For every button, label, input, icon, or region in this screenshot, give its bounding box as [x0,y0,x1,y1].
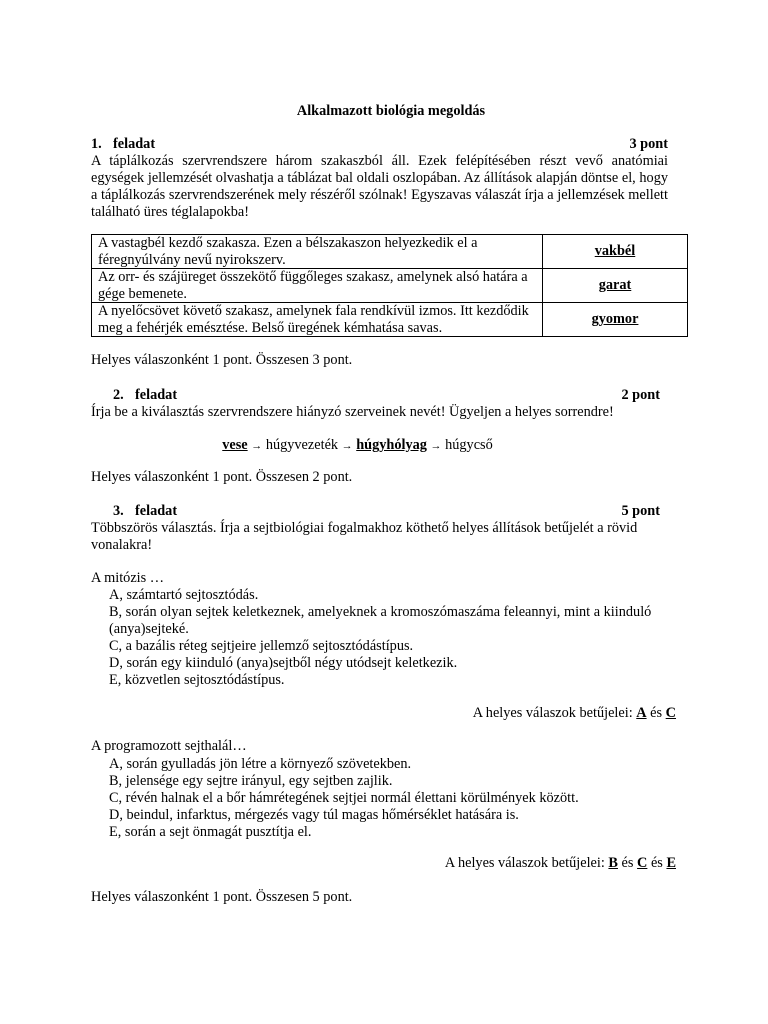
task1-label: feladat [113,136,156,152]
answer-prefix: A helyes válaszok betűjelei: [472,705,633,721]
arrow-right-icon: → [430,440,442,452]
table-cell-answer: garat [543,269,688,303]
answer-letter: C [637,855,648,871]
task1-table [91,234,688,337]
table-cell-description: Az orr- és szájüreget összekötő függőleges szakasz, amelynek alsó határa a gége bemenete. [92,269,543,303]
question2-options [109,756,669,841]
question2-stem: A programozott sejthalál… [91,738,247,754]
question2-answers [91,854,676,872]
option-e: E, közvetlen sejtosztódástípus. [109,672,285,688]
task3-scoring: Helyes válaszonként 1 pont. Összesen 5 pont. [91,889,353,905]
answer-letter: B [608,855,618,871]
task3-number: 3. [113,503,124,519]
question1-answers [91,704,676,722]
table-row [92,235,688,269]
task1-heading [91,135,668,153]
task2-sequence [69,436,646,455]
task3-intro: Többszörös választás. Írja a sejtbiológiai fogalmakhoz köthető helyes állítások betűjelét a rövid vonalakra! [91,520,638,553]
answer-prefix: A helyes válaszok betűjelei: [444,855,605,871]
option-c: C, révén halnak el a bőr hámrétegének sejtjei normál élettani körülmények között. [109,790,579,806]
task3-heading [113,502,660,520]
option-a: A, során gyulladás jön létre a környező szövetekben. [109,756,412,772]
option-d: D, beindul, infarktus, mérgezés vagy túl magas hőmérséklet hatására is. [109,807,519,823]
task1-points: 3 pont [629,136,668,152]
task2-points: 2 pont [621,387,660,403]
table-cell-description: A vastagbél kezdő szakasza. Ezen a bélszakaszon helyezkedik el a féregnyúlvány nevű nyirokszerv. [92,235,543,269]
sequence-item-kidney: vese [222,437,248,453]
task2-label: feladat [135,387,178,403]
answer-conjunction: és [650,855,663,871]
task3-label: feladat [135,503,178,519]
question1-options [109,587,669,689]
answer-letter: C [665,705,676,721]
task1-intro: A táplálkozás szervrendszere három szakaszból áll. Ezek felépítésében részt vevő anatómiai egységek jellemzését olvashatja a táblázat bal oldali oszlopában. Az állítások alapján döntse el, hogy a táplálkozás szervrendszerének mely részéről szólnak! Egyszavas válaszát írja a jellemzések mellett található üres téglalapokba! [91,153,668,220]
answer-conjunction: és [621,855,634,871]
task3-points: 5 pont [621,503,660,519]
table-cell-answer: vakbél [543,235,688,269]
task2-number: 2. [113,387,124,403]
option-b: B, jelensége egy sejtre irányul, egy sejtben zajlik. [109,773,393,789]
task2-intro: Írja be a kiválasztás szervrendszere hiányzó szerveinek nevét! Ügyeljen a helyes sorrendre! [91,404,614,420]
answer-letter: A [636,705,647,721]
answer-conjunction: és [650,705,663,721]
table-cell-description: A nyelőcsövet követő szakasz, amelynek fala rendkívül izmos. Itt kezdődik meg a fehérjék emésztése. Belső üregének kémhatása savas. [92,303,543,337]
table-row [92,303,688,337]
arrow-right-icon: → [341,440,353,452]
table-cell-answer: gyomor [543,303,688,337]
page-title: Alkalmazott biológia megoldás [296,103,486,119]
task2-heading [113,386,660,404]
sequence-item-bladder: húgyhólyag [356,437,427,453]
option-d: D, során egy kiinduló (anya)sejtből négy utódsejt keletkezik. [109,655,458,671]
option-b: B, során olyan sejtek keletkeznek, amelyeknek a kromoszómaszáma feleannyi, mint a kiinduló (anya)sejteké. [109,604,652,637]
task2-scoring: Helyes válaszonként 1 pont. Összesen 2 pont. [91,469,353,485]
question1-stem: A mitózis … [91,570,165,586]
option-e: E, során a sejt önmagát pusztítja el. [109,824,312,840]
sequence-item-ureter: húgyvezeték [265,437,339,453]
arrow-right-icon: → [251,440,263,452]
table-row [92,269,688,303]
option-a: A, számtartó sejtosztódás. [109,587,259,603]
answer-letter: E [666,855,676,871]
option-c: C, a bazális réteg sejtjeire jellemző sejtosztódástípus. [109,638,414,654]
task1-number: 1. [91,136,102,152]
sequence-item-urethra: húgycső [445,437,493,453]
task1-scoring: Helyes válaszonként 1 pont. Összesen 3 pont. [91,352,353,368]
